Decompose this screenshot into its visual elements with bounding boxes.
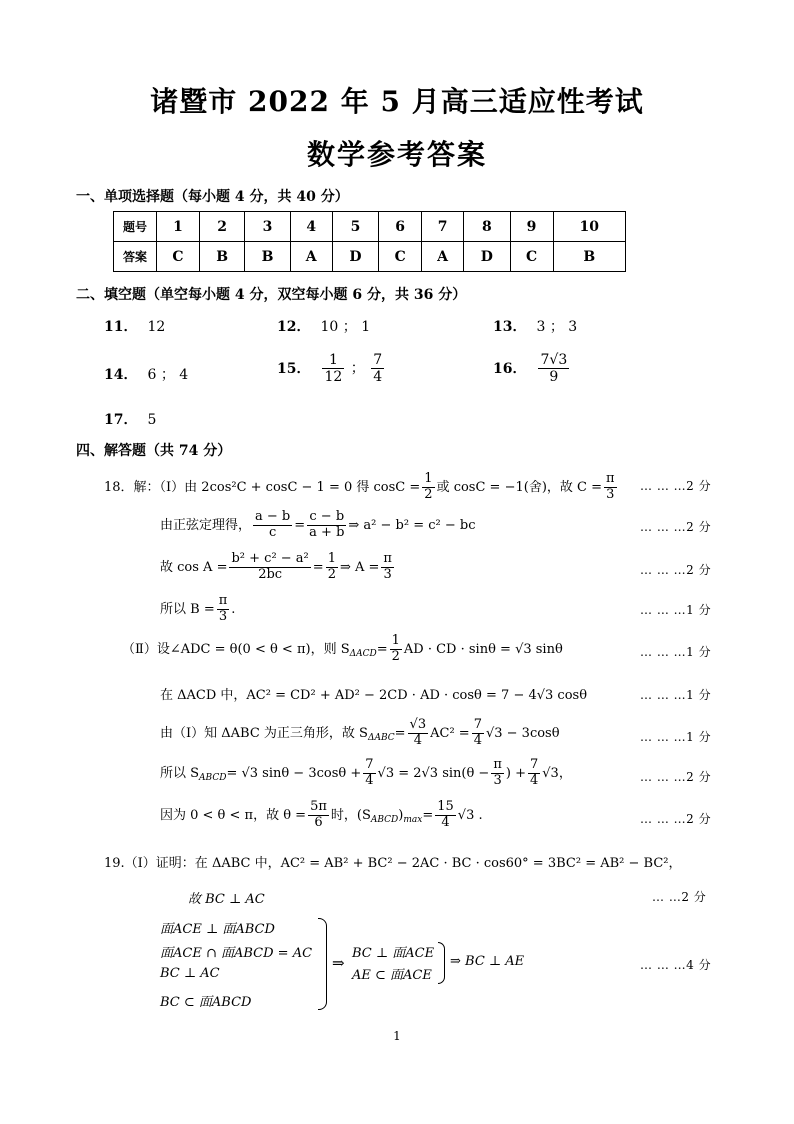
table-cell: 8 [464,212,510,242]
fraction: $\frac{1}{12}$ [324,352,343,386]
fill-answer-16 [493,352,571,385]
points-label: … … …2 分 [640,520,712,534]
q18-line-6: 在 ΔACD 中，AC² = CD² + AD² − 2CD · AD · cosθ = 7 − 4√3 cosθ [160,688,588,703]
q18-line-2: 由正弦定理得， $\frac{a - b}{c}$ = $\frac{c - b}{a + b}$ ⇒ a² − b² = c² − bc [160,509,476,540]
q18-line-5: （Ⅱ）设∠ADC = θ(0 < θ < π)，则 $S_{\Delta ACD}=$ $\frac{1}{2}$ AD · CD · sinθ = √3 sinθ [122,633,563,664]
q19-condition-3: BC ⊥ AC [160,966,220,981]
points-label: … … …2 分 [640,479,712,493]
table-row [114,242,626,272]
q19-line-1: 19.（Ⅰ）证明：在 ΔABC 中，AC² = AB² + BC² − 2AC · BC · cos60° = 3BC² = AB² − BC²， [104,856,682,871]
q19-line-2: 故 BC ⊥ AC [188,892,265,907]
q18-line-3: 故 cos A = $\frac{\text{b² + c² − a²}}{2bc}$ = $\frac{1}{2}$ ⇒ A = $\frac{\pi}{3}$ [160,551,392,582]
points-label: … …2 分 [652,890,707,904]
question-number: 11． [104,319,138,335]
table-cell: B [553,242,626,272]
right-brace [438,942,445,984]
page-title: 诸暨市 2022 年 5 月高三适应性考试 [150,85,644,118]
section-heading-mc: 一、单项选择题（每小题 4 分，共 40 分） [76,189,349,205]
right-brace [318,918,327,1010]
table-cell: 10 [553,212,626,242]
q18-line-9: 因为 0 < θ < π，故 θ = $\frac{5\pi}{6}$ 时，$(S_{ABCD})_{max}=$ $\frac{15}{4}$ √3 . [160,799,483,830]
fill-answer-13 [493,316,577,336]
question-number: 16． [493,360,527,377]
table-cell: 9 [510,212,553,242]
q19-middle-1: BC ⊥ 面ACE [352,946,435,961]
q19-middle-2: AE ⊂ 面ACE [352,968,432,983]
answer-text: 10 ； 1 [320,319,371,335]
question-number: 15． [277,360,311,377]
q18-line-7: 由（Ⅰ）知 ΔABC 为正三角形，故 $S_{\Delta ABC}=$ $\frac{√3}{4}$ AC² = $\frac{7}{4}$ √3 − 3cosθ [160,717,560,748]
table-cell: 1 [157,212,200,242]
q19-result: ⇒ BC ⊥ AE [450,954,525,969]
points-label: … … …1 分 [640,688,712,702]
points-label: … … …1 分 [640,603,712,617]
page-subtitle: 数学参考答案 [306,138,487,171]
q19-condition-2: 面ACE ∩ 面ABCD = AC [160,946,313,961]
implies-arrow: ⇒ [332,954,345,972]
table-cell: D [464,242,510,272]
fill-answer-11 [104,316,165,336]
question-number: 14． [104,367,138,383]
points-label: … … …1 分 [640,645,712,659]
fill-answer-14 [104,364,188,384]
question-number: 12． [277,319,311,335]
mc-answer-table [113,211,626,272]
fraction: $\frac{7}{4}$ [373,352,383,386]
table-cell: B [199,242,244,272]
q18-line-4: 所以 B = $\frac{\pi}{3}$ . [160,593,236,624]
points-label: … … …2 分 [640,770,712,784]
page-number: 1 [393,1029,401,1043]
table-header-cell: 题号 [114,212,157,242]
answer-text: 12 [147,319,166,335]
table-cell: A [422,242,464,272]
table-cell: 3 [245,212,290,242]
fraction: $\frac{7√3}{9}$ [540,352,568,386]
q18-line-8: 所以 $S_{ABCD}= √3$ sinθ − 3cosθ + $\frac{7}{4}$ √3 = 2√3 sin(θ − $\frac{\pi}{3}$ ) + $\frac{7}{4}$ √3， [160,757,572,788]
separator: ； [350,360,365,377]
q19-condition-1: 面ACE ⊥ 面ABCD [160,922,275,937]
section-heading-solutions: 四、解答题（共 74 分） [76,443,232,459]
q18-line-1: 18．解：（Ⅰ）由 2cos²C + cosC − 1 = 0 得 cosC = $\frac{1}{2}$ 或 cosC = −1(舍)，故 C = $\frac{\pi}{3}$ [104,471,615,502]
fill-answer-12 [277,316,370,336]
fill-answer-17 [104,409,156,429]
table-cell: 7 [422,212,464,242]
table-cell: C [510,242,553,272]
table-cell: 5 [332,212,378,242]
table-cell: 2 [199,212,244,242]
fill-answer-15 [277,352,386,385]
question-number: 17． [104,412,138,428]
table-row [114,212,626,242]
answer-text: 5 [147,412,157,428]
q19-condition-4: BC ⊂ 面ABCD [160,995,252,1010]
question-number: 13． [493,319,527,335]
points-label: … … …2 分 [640,563,712,577]
points-label: … … …4 分 [640,958,712,972]
section-heading-fill: 二、填空题（单空每小题 4 分，双空每小题 6 分，共 36 分） [76,287,467,303]
answer-text: 6 ； 4 [147,367,189,383]
table-cell: C [379,242,422,272]
points-label: … … …1 分 [640,730,712,744]
table-cell: C [157,242,200,272]
answer-text: 3 ； 3 [536,319,578,335]
points-label: … … …2 分 [640,812,712,826]
table-cell: A [290,242,332,272]
table-cell: 6 [379,212,422,242]
table-header-cell: 答案 [114,242,157,272]
table-cell: B [245,242,290,272]
table-cell: 4 [290,212,332,242]
table-cell: D [332,242,378,272]
